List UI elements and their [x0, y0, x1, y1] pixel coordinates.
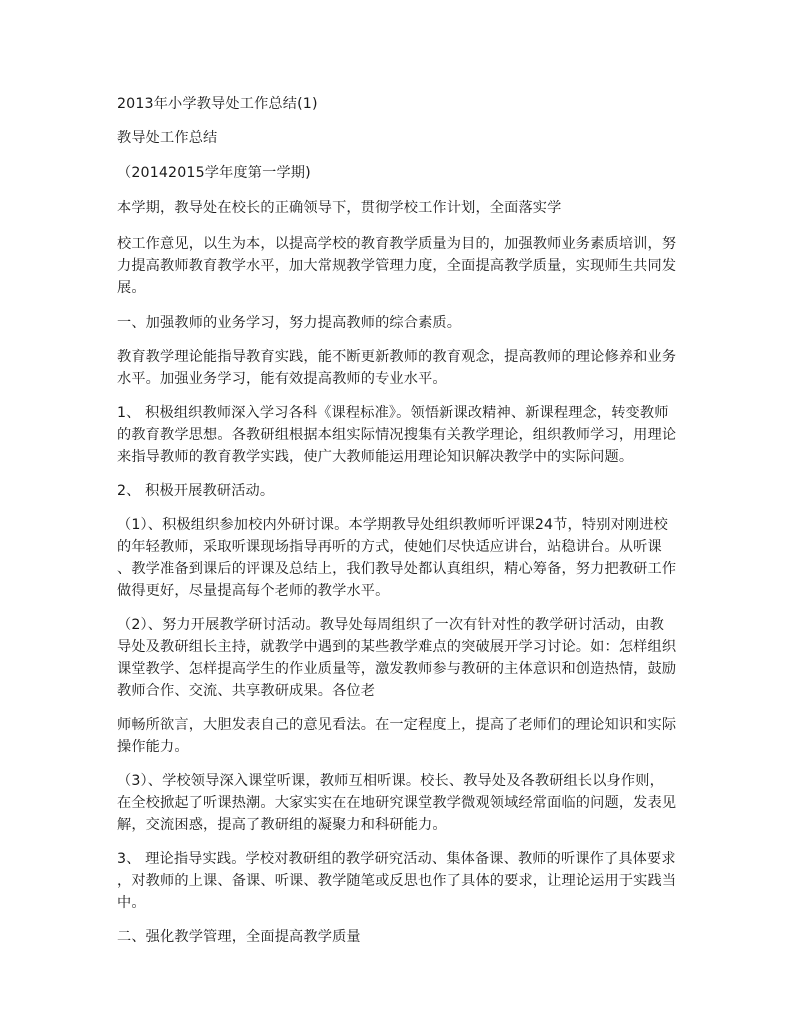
paragraph-line: （2）、努力开展教学研讨活动。教导处每周组织了一次有针对性的教学研讨活动，由教	[117, 617, 664, 633]
paragraph-line: 3、 理论指导实践。学校对教研组的教学研究活动、集体备课、教师的听课作了具体要求	[117, 851, 676, 867]
paragraph-line: （3）、学校领导深入课堂听课，教师互相听课。校长、教导处及各教研组长以身作则，	[117, 773, 664, 789]
paragraph-line: 做得更好，尽量提高每个老师的教学水平。	[117, 583, 390, 599]
paragraph-line: 师畅所欲言，大胆发表自己的意见看法。在一定程度上，提高了老师们的理论知识和实际	[117, 717, 677, 733]
paragraph-line: 展。	[117, 280, 146, 296]
paragraph-line: 解，交流困惑，提高了教研组的凝聚力和科研能力。	[117, 817, 447, 833]
school-term: （20142015学年度第一学期)	[117, 165, 311, 181]
document-heading: 教导处工作总结	[117, 130, 218, 146]
paragraph-line: 2、 积极开展教研活动。	[117, 483, 275, 499]
paragraph-line: 中。	[117, 895, 146, 911]
paragraph-line: 二、强化教学管理，全面提高教学质量	[117, 929, 361, 945]
paragraph-line: （1）、积极组织参加校内外研讨课。本学期教导处组织教师听评课24节，特别对刚进校	[117, 517, 668, 533]
paragraph-line: 1、 积极组织教师深入学习各科《课程标准》。领悟新课改精神、新课程理念，转变教师	[117, 405, 669, 421]
paragraph-line: 、教学准备到课后的评课及总结上，我们教导处都认真组织，精心筹备，努力把教研工作	[117, 561, 677, 577]
paragraph-line: 本学期，教导处在校长的正确领导下，贯彻学校工作计划，全面落实学	[117, 200, 562, 216]
paragraph-line: 在全校掀起了听课热潮。大家实实在在地研究课堂教学微观领域经常面临的问题，发表见	[117, 795, 677, 811]
paragraph-line: 的教育教学思想。各教研组根据本组实际情况搜集有关教学理论，组织教师学习，用理论	[117, 427, 677, 443]
paragraph-line: 水平。加强业务学习，能有效提高教师的专业水平。	[117, 371, 447, 387]
paragraph-line: 教育教学理论能指导教育实践，能不断更新教师的教育观念，提高教师的理论修养和业务	[117, 349, 677, 365]
paragraph-line: 校工作意见，以生为本，以提高学校的教育教学质量为目的，加强教师业务素质培训，努	[117, 236, 677, 252]
paragraph-line: 导处及教研组长主持，就教学中遇到的某些教学难点的突破展开学习讨论。如：怎样组织	[117, 639, 677, 655]
paragraph-line: 一、加强教师的业务学习，努力提高教师的综合素质。	[117, 315, 462, 331]
paragraph-line: 力提高教师教育教学水平，加大常规教学管理力度，全面提高教学质量，实现师生共同发	[117, 258, 677, 274]
paragraph-line: 操作能力。	[117, 739, 189, 755]
paragraph-line: 的年轻教师，采取听课现场指导再听的方式，使她们尽快适应讲台，站稳讲台。从听课	[117, 539, 662, 555]
paragraph-line: 来指导教师的教育教学实践，使广大教师能运用理论知识解决教学中的实际问题。	[117, 449, 634, 465]
document-title: 2013年小学教导处工作总结(1)	[117, 96, 318, 112]
paragraph-line: 教师合作、交流、共享教研成果。各位老	[117, 683, 376, 699]
paragraph-line: 课堂教学、怎样提高学生的作业质量等，激发教师参与教研的主体意识和创造热情，鼓励	[117, 661, 677, 677]
paragraph-line: ，对教师的上课、备课、听课、教学随笔或反思也作了具体的要求，让理论运用于实践当	[117, 873, 677, 889]
